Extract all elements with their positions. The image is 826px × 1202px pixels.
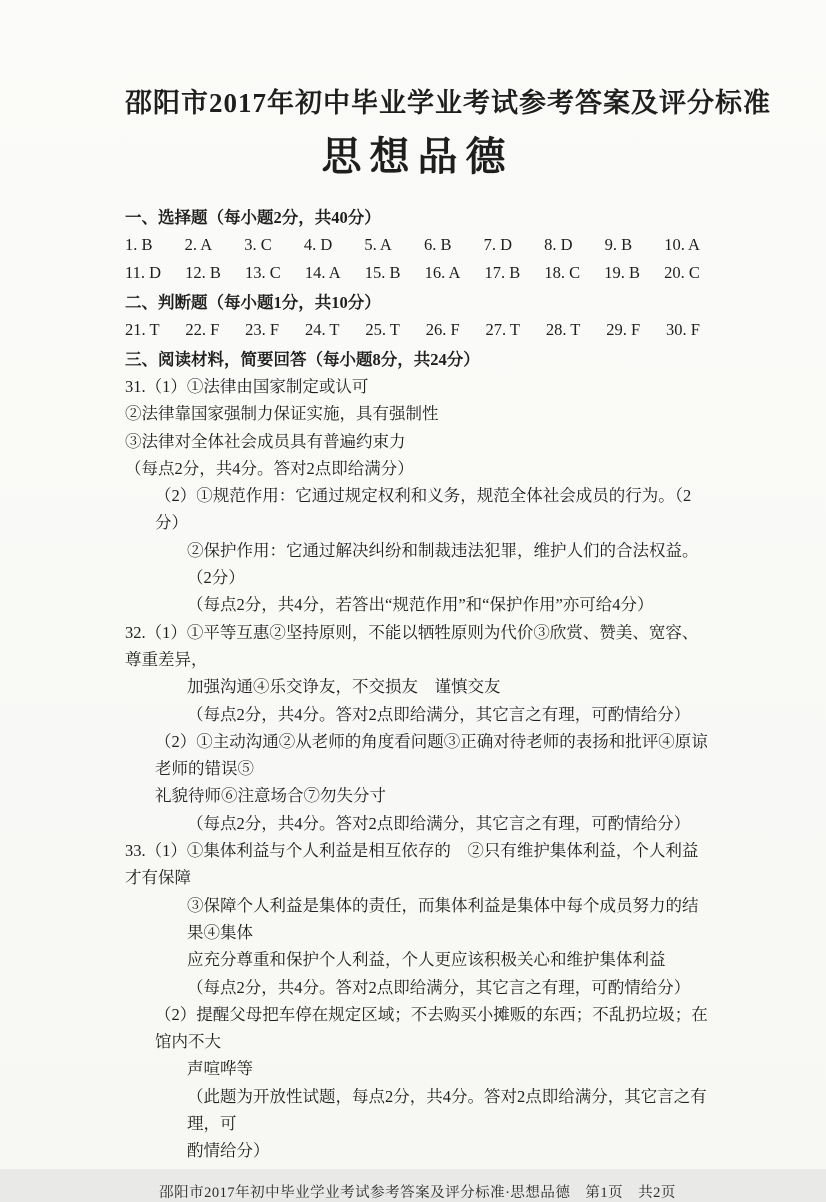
- answer-line: ③法律对全体社会成员具有普遍约束力: [125, 431, 406, 451]
- answer-line: 声喧哗等: [187, 1059, 253, 1079]
- answer-item: 29. F: [606, 320, 641, 339]
- answer-item: 13. C: [245, 263, 281, 282]
- answer-item: 9. B: [604, 235, 633, 254]
- answer-item: 21. T: [125, 320, 160, 339]
- answer-item: 15. B: [364, 263, 401, 282]
- answer-item: 19. B: [604, 263, 641, 282]
- answer-item: 14. A: [304, 263, 341, 282]
- answer-item: 12. B: [185, 263, 221, 282]
- answer-item: 7. D: [483, 235, 512, 254]
- answer-item: 30. F: [666, 320, 700, 339]
- answer-item: 26. F: [425, 320, 460, 339]
- answer-item: 16. A: [424, 263, 461, 282]
- answer-line: （2）①主动沟通②从老师的角度看问题③正确对待老师的表扬和批评④原谅老师的错误⑤: [155, 731, 708, 779]
- answer-line: 礼貌待师⑥注意场合⑦勿失分寸: [155, 786, 386, 806]
- judgment-answer-row: [125, 316, 700, 344]
- document-title: 邵阳市2017年初中毕业学业考试参考答案及评分标准: [125, 88, 771, 118]
- page-footer: 邵阳市2017年初中毕业学业考试参考答案及评分标准·思想品德 第1页 共2页: [159, 1184, 676, 1201]
- choice-answer-row-1: [125, 231, 700, 259]
- answer-line: （每点2分，共4分。答对2点即给满分）: [125, 458, 414, 478]
- answer-line: （每点2分，共4分。答对2点即给满分，其它言之有理，可酌情给分）: [187, 813, 691, 833]
- answer-item: 1. B: [125, 235, 153, 254]
- answer-line: （此题为开放性试题，每点2分，共4分。答对2点即给满分，其它言之有理，可: [187, 1086, 707, 1134]
- answer-item: 18. C: [544, 263, 581, 282]
- answer-line: 33.（1）①集体利益与个人利益是相互依存的 ②只有维护集体利益，个人利益才有保障: [125, 841, 699, 888]
- section-heading-reading: 三、阅读材料，简要回答（每小题8分，共24分）: [125, 350, 480, 369]
- answer-item: 28. T: [545, 320, 581, 339]
- choice-answer-row-2: [125, 259, 700, 287]
- answer-item: 11. D: [125, 263, 162, 282]
- answer-line: 应充分尊重和保护个人利益，个人更应该积极关心和维护集体利益: [187, 950, 666, 970]
- subject-title: 思想品德: [321, 134, 514, 179]
- answer-item: 8. D: [544, 235, 573, 254]
- answer-item: 5. A: [364, 235, 392, 254]
- answer-item: 10. A: [664, 235, 700, 254]
- answer-item: 4. D: [303, 235, 333, 254]
- answer-line: ②法律靠国家强制力保证实施，具有强制性: [125, 404, 439, 424]
- answer-item: 25. T: [365, 320, 400, 339]
- answer-line: （每点2分，共4分。答对2点即给满分，其它言之有理，可酌情给分）: [187, 977, 691, 997]
- answer-item: 3. C: [244, 235, 272, 254]
- answer-line: （2）提醒父母把车停在规定区域；不去购买小摊贩的东西；不乱扔垃圾；在馆内不大: [155, 1004, 708, 1052]
- answer-line: 31.（1）①法律由国家制定或认可: [125, 377, 369, 396]
- answer-item: 23. F: [245, 320, 280, 339]
- document-body: [125, 204, 710, 1165]
- answer-item: 6. B: [423, 235, 452, 254]
- answer-item: 27. T: [485, 320, 520, 339]
- answer-line: （每点2分，共4分。答对2点即给满分，其它言之有理，可酌情给分）: [187, 704, 691, 724]
- answer-item: 17. B: [484, 263, 521, 282]
- answer-line: 加强沟通④乐交诤友，不交损友 谨慎交友: [187, 677, 501, 697]
- answer-line: 酌情给分）: [187, 1141, 270, 1161]
- answer-line: （2）①规范作用：它通过规定权利和义务，规范全体社会成员的行为。（2分）: [155, 486, 692, 533]
- answer-item: 24. T: [304, 320, 340, 339]
- section-heading-choice: 一、选择题（每小题2分，共40分）: [125, 208, 381, 227]
- answer-item: 2. A: [184, 235, 213, 254]
- answer-line: （每点2分，共4分，若答出“规范作用”和“保护作用”亦可给4分）: [187, 595, 654, 615]
- answer-line: ③保障个人利益是集体的责任，而集体利益是集体中每个成员努力的结果④集体: [187, 895, 699, 942]
- answer-item: 22. F: [185, 320, 220, 339]
- answer-line: 32.（1）①平等互惠②坚持原则，不能以牺牲原则为代价③欣赏、赞美、宽容、尊重差异，: [125, 622, 699, 669]
- answer-line: ②保护作用：它通过解决纠纷和制裁违法犯罪，维护人们的合法权益。（2分）: [187, 540, 699, 588]
- section-heading-judgment: 二、判断题（每小题1分，共10分）: [125, 293, 381, 312]
- answer-item: 20. C: [664, 263, 700, 282]
